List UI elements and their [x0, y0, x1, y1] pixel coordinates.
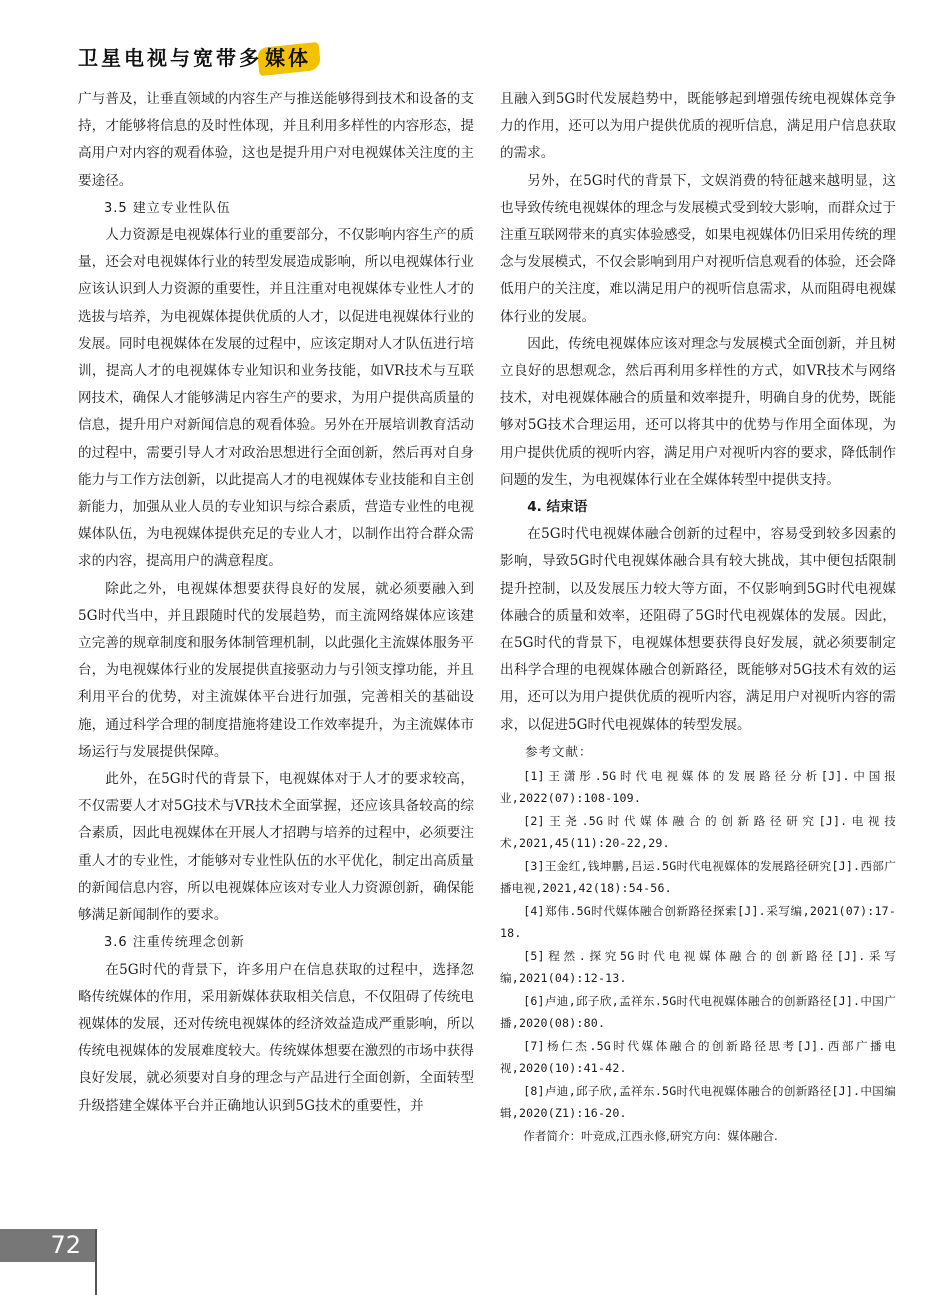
section-heading-3-6: 3.6 注重传统理念创新	[104, 935, 245, 951]
paragraph: 广与普及，让垂直领域的内容生产与推送能够得到技术和设备的支持，才能够将信息的及时性体现，并且利用多样性的内容形态，提高用户对内容的观看体验，这也是提升用户对电视媒体关注度的主要途径。	[78, 91, 474, 189]
section-heading-3-5: 3.5 建立专业性队伍	[104, 200, 231, 216]
journal-title-text: 卫星电视与宽带多	[78, 46, 262, 70]
left-column	[78, 86, 474, 1120]
journal-header	[78, 40, 378, 76]
reference-item: [4]郑伟.5G时代媒体融合创新路径探索[J].采写编,2021(07):17-18.	[500, 903, 896, 941]
paragraph: 在5G时代的背景下，许多用户在信息获取的过程中，选择忽略传统媒体的作用，采用新媒体获取相关信息，不仅阻碍了传统电视媒体的发展，还对传统电视媒体的经济效益造成严重影响，所以传统电视媒体的发展难度较大。传统媒体想要在激烈的市场中获得良好发展，就必须要对自身的理念与产品进行全面创新，全面转型升级搭建全媒体平台并正确地认识到5G技术的重要性，并	[78, 961, 474, 1114]
paragraph: 且融入到5G时代发展趋势中，既能够起到增强传统电视媒体竞争力的作用，还可以为用户提供优质的视听信息，满足用户信息获取的需求。	[500, 91, 896, 162]
paragraph: 除此之外，电视媒体想要获得良好的发展，就必须要融入到5G时代当中，并且跟随时代的发展趋势，而主流网络媒体应该建立完善的规章制度和服务体制管理机制，以此强化主流媒体服务平台，为电视媒体行业的发展提供直接驱动力与引领支撑功能，并且利用平台的优势，对主流媒体平台进行加强，完善相关的基础设施，通过科学合理的制度措施将建设工作效率提升，为主流媒体市场运行与发展提供保障。	[78, 580, 474, 760]
paragraph: 因此，传统电视媒体应该对理念与发展模式全面创新，并且树立良好的思想观念，然后再利用多样性的方式，如VR技术与网络技术，对电视媒体融合的质量和效率提升，明确自身的优势，既能够对5G技术合理运用，还可以将其中的优势与作用全面体现，为用户提供优质的视听内容，满足用户对视听内容的要求，降低制作问题的发生，为电视媒体行业在全媒体转型中提供支持。	[500, 335, 896, 488]
reference-item: [8]卢迪,邱子欣,孟祥东.5G时代电视媒体融合的创新路径[J].中国编辑,2020(Z1):16-20.	[500, 1083, 896, 1121]
journal-title	[78, 46, 314, 70]
reference-item: [7]杨仁杰.5G时代媒体融合的创新路径思考[J].西部广播电视,2020(10):41-42.	[500, 1038, 896, 1076]
reference-item: [6]卢迪,邱子欣,孟祥东.5G时代电视媒体融合的创新路径[J].中国广播,2020(08):80.	[500, 993, 896, 1031]
right-column	[500, 86, 896, 1147]
reference-item: [1]王潇彤.5G时代电视媒体的发展路径分析[J].中国报业,2022(07):108-109.	[500, 768, 896, 806]
journal-title-accent: 媒体	[262, 40, 314, 76]
paragraph: 人力资源是电视媒体行业的重要部分，不仅影响内容生产的质量，还会对电视媒体行业的转型发展造成影响，所以电视媒体行业应该认识到人力资源的重要性，并且注重对电视媒体专业性人才的选拔与培养，为电视媒体提供优质的人才，以促进电视媒体行业的发展。同时电视媒体在发展的过程中，应该定期对人才队伍进行培训，提高人才的电视媒体专业知识和业务技能，如VR技术与互联网技术，确保人才能够满足内容生产的要求，为用户提供高质量的信息，提升用户对新闻信息的观看体验。另外在开展培训教育活动的过程中，需要引导人才对政治思想进行全面创新，然后再对自身能力与工作方法创新，以此提高人才的电视媒体专业技能和自主创新能力，加强从业人员的专业知识与综合素质，营造专业性的电视媒体队伍，为电视媒体提供充足的专业人才，以制作出符合群众需求的内容，提高用户的满意程度。	[78, 227, 474, 570]
reference-item: [2]王尧.5G时代媒体融合的创新路径研究[J].电视技术,2021,45(11):20-22,29.	[500, 813, 896, 851]
author-note: 作者简介：叶竞成,江西永修,研究方向：媒体融合.	[523, 1128, 778, 1143]
paragraph: 在5G时代电视媒体融合创新的过程中，容易受到较多因素的影响，导致5G时代电视媒体融合具有较大挑战，其中便包括限制提升控制，以及发展压力较大等方面，不仅影响到5G时代电视媒体融合的质量和效率，还阻碍了5G时代电视媒体的发展。因此，在5G时代的背景下，电视媒体想要获得良好发展，就必须要制定出科学合理的电视媒体融合创新路径，既能够对5G技术有效的运用，还可以为用户提供优质的视听内容，满足用户对视听内容的需求，以促进5G时代电视媒体的转型发展。	[500, 526, 896, 733]
reference-item: [5]程然.探究5G时代电视媒体融合的创新路径[J].采写编,2021(04):12-13.	[500, 948, 896, 986]
paragraph: 另外，在5G时代的背景下，文娱消费的特征越来越明显，这也导致传统电视媒体的理念与发展模式受到较大影响，而群众过于注重互联网带来的真实体验感受，如果电视媒体仍旧采用传统的理念与发展模式，不仅会影响到用户对视听信息观看的体验，还会降低用户的关注度，难以满足用户的视听信息需求，从而阻碍电视媒体行业的发展。	[500, 172, 896, 325]
page-number: 72	[50, 1231, 81, 1259]
page-divider-rule	[95, 1229, 97, 1295]
section-heading-conclusion: 4. 结束语	[527, 499, 588, 516]
paragraph: 此外，在5G时代的背景下，电视媒体对于人才的要求较高，不仅需要人才对5G技术与VR技术全面掌握，还应该具备较高的综合素质，因此电视媒体在开展人才招聘与培养的过程中，必须要注重人才的专业性，才能够对专业性队伍的水平优化，制定出高质量的新闻信息内容，所以电视媒体应该对专业人力资源创新，确保能够满足新闻制作的要求。	[78, 771, 474, 924]
reference-item: [3]王金红,钱坤鹏,吕运.5G时代电视媒体的发展路径研究[J].西部广播电视,2021,42(18):54-56.	[500, 858, 896, 896]
references-heading: 参考文献：	[525, 743, 593, 759]
page-number-tab	[0, 1229, 95, 1262]
